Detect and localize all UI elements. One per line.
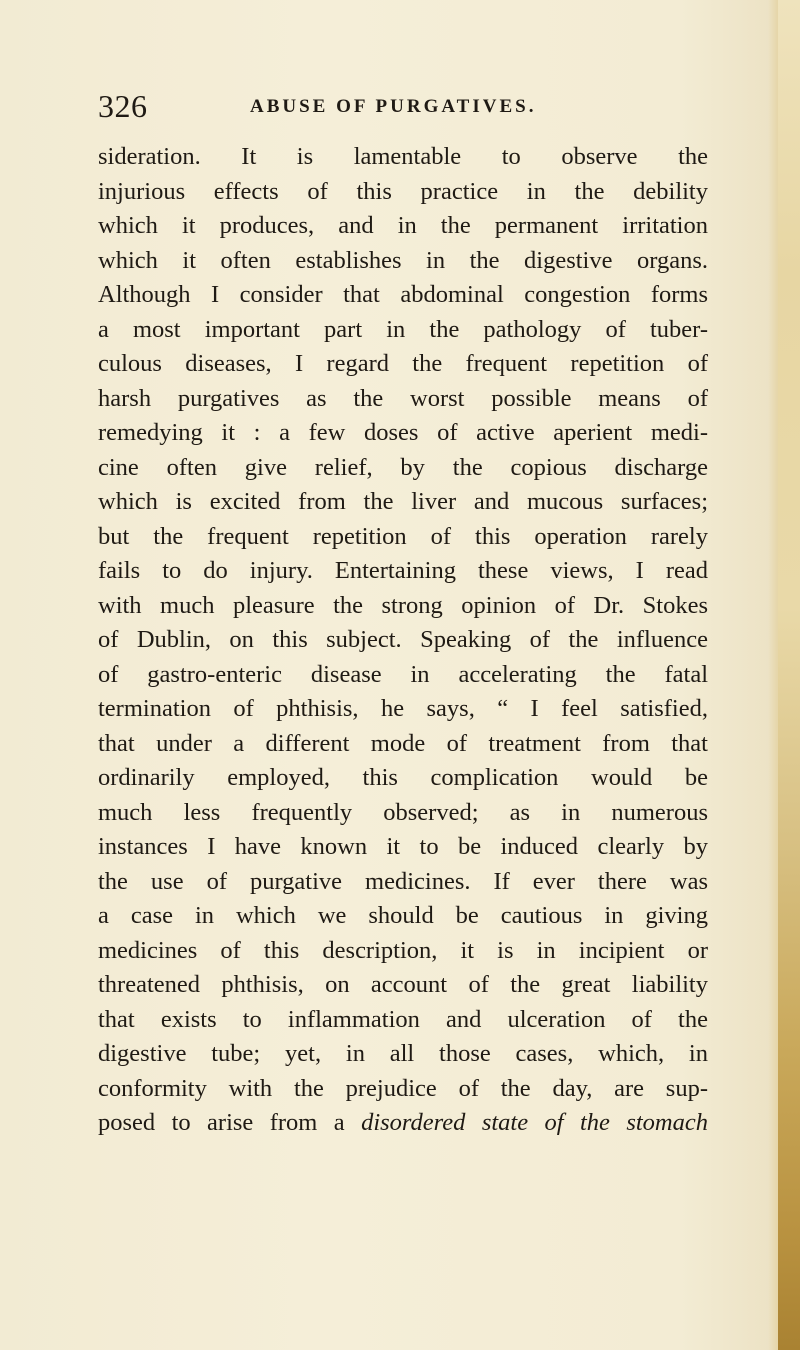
text-line: digestive tube; yet, in all those cases, which, in [98,1040,708,1067]
text-line: ordinarily employed, this complication would be [98,764,708,791]
text-line: which it produces, and in the permanent irritation [98,212,708,239]
text-line: termination of phthisis, he says, “ I feel satisfied, [98,695,708,722]
text-line: injurious effects of this practice in the debility [98,177,708,205]
text-line: instances I have known it to be induced clearly by [98,833,708,860]
text-line: of Dublin, on this subject. Speaking of the influence [98,626,708,653]
running-head: ABUSE OF PURGATIVES. [250,96,537,117]
text-line: but the frequent repetition of this operation rarely [98,522,708,550]
text-line: cine often give relief, by the copious discharge [98,453,708,481]
text-line-last [98,1106,708,1141]
page-number: 326 [98,88,148,124]
text-line: conformity with the prejudice of the day, are sup- [98,1074,708,1102]
text-line: remedying it : a few doses of active aperient medi- [98,419,708,446]
text-line: much less frequently observed; as in numerous [98,798,708,826]
text-line: with much pleasure the strong opinion of Dr. Stokes [98,591,708,619]
text-line: sideration. It is lamentable to observe the [98,143,708,170]
text-line: that exists to inflammation and ulceration of the [98,1005,708,1033]
last-line-italic: disordered state of the stomach [361,1109,708,1136]
text-line: threatened phthisis, on account of the great liability [98,971,708,998]
text-line: which is excited from the liver and mucous surfaces; [98,488,708,515]
page-edge-shadow [768,0,778,1350]
text-line: culous diseases, I regard the frequent repetition of [98,350,708,377]
page-edge [778,0,800,1350]
text-line: Although I consider that abdominal congestion forms [98,281,708,308]
text-line: that under a different mode of treatment from that [98,729,708,757]
last-line-roman: posed to arise from a [98,1109,362,1136]
text-line: a case in which we should be cautious in giving [98,902,708,929]
text-line: harsh purgatives as the worst possible means of [98,384,708,412]
text-line: a most important part in the pathology of tuber- [98,315,708,343]
text-line: of gastro-enteric disease in accelerating the fatal [98,660,708,688]
text-line: fails to do injury. Entertaining these views, I read [98,557,708,584]
body-text [98,140,708,1141]
text-line: medicines of this description, it is in incipient or [98,936,708,964]
text-line: which it often establishes in the digestive organs. [98,246,708,274]
page-header [98,88,708,128]
text-line: the use of purgative medicines. If ever there was [98,867,708,895]
